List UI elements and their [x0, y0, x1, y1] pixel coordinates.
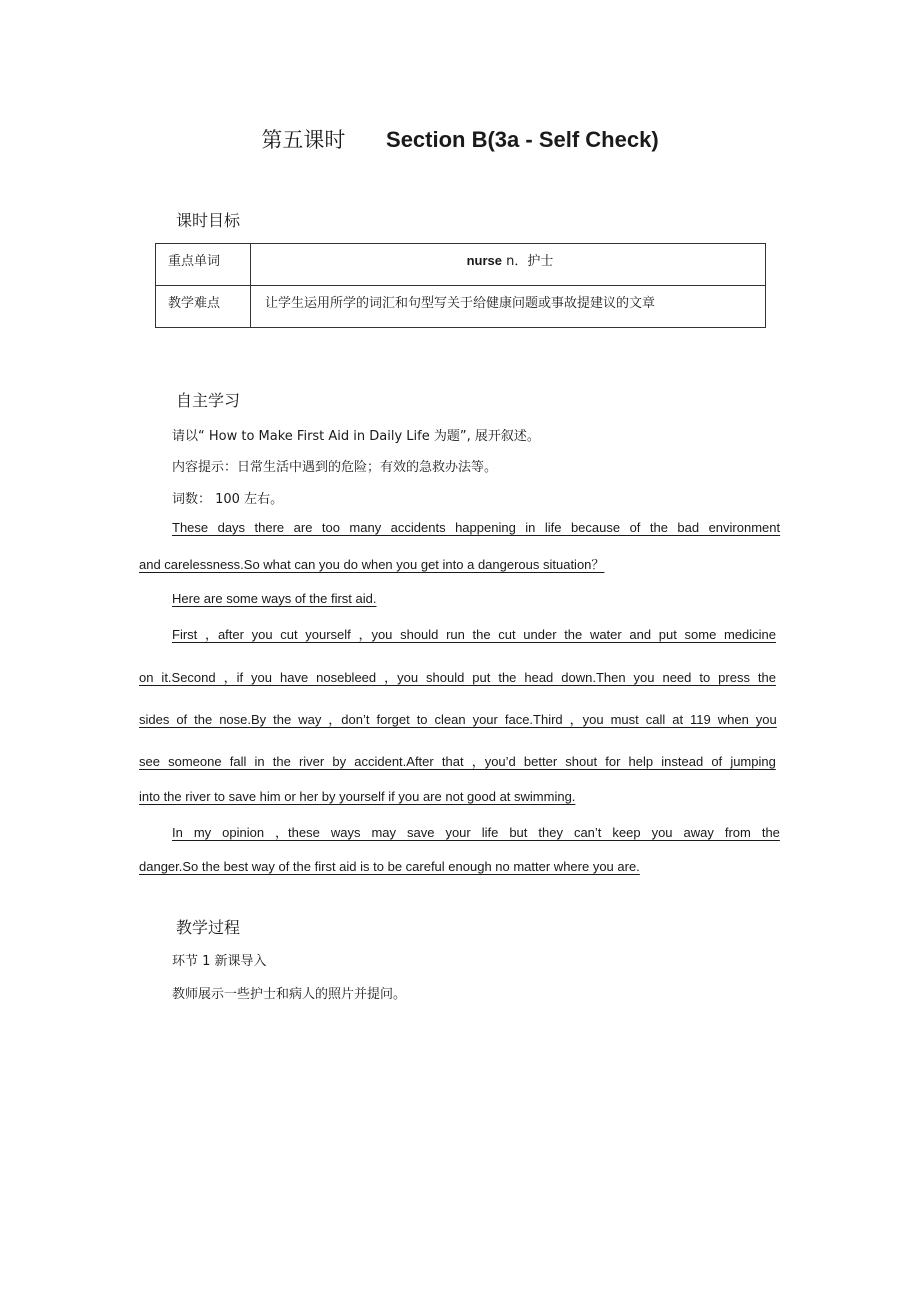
essay-line: danger.So the best way of the first aid is to be careful enough no matter where you are.	[139, 859, 640, 874]
title-chinese: 第五课时	[261, 128, 346, 152]
objectives-heading: 课时目标	[176, 211, 241, 230]
essay-line: into the river to save him or her by yourself if you are not good at swimming.	[139, 789, 576, 804]
key-word: nurse	[466, 253, 503, 268]
process-heading: 教学过程	[176, 918, 241, 937]
objectives-table	[155, 243, 766, 328]
key-words-label: 重点单词	[156, 244, 251, 286]
table-row	[156, 286, 766, 328]
essay-line: In my opinion ，these ways may save your life but they can’t keep you away from the	[172, 825, 780, 840]
difficulty-label: 教学难点	[156, 286, 251, 328]
key-words-value	[251, 244, 766, 286]
page-title	[0, 124, 920, 154]
essay-word-count: 词数： 100 左右。	[172, 492, 284, 507]
essay-prompt: 请以“ How to Make First Aid in Daily Life 为题”, 展开叙述。	[172, 429, 540, 444]
key-word-gloss: n．护士	[502, 254, 554, 269]
essay-line: These days there are too many accidents happening in life because of the bad environment	[172, 520, 781, 535]
self-study-heading: 自主学习	[176, 391, 241, 410]
essay-line: on it.Second ，if you have nosebleed ，you should put the head down.Then you need to press the	[139, 670, 776, 685]
essay-line: First ，after you cut yourself ，you should run the cut under the water and put some medicine	[172, 627, 776, 642]
essay-line: Here are some ways of the first aid.	[172, 591, 377, 606]
difficulty-value: 让学生运用所学的词汇和句型写关于给健康问题或事故提建议的文章	[251, 286, 766, 328]
essay-line: sides of the nose.By the way ，don’t forget to clean your face.Third ，you must call at 119 when you	[139, 712, 777, 727]
process-step: 环节 1 新课导入	[172, 954, 267, 969]
essay-line: and carelessness.So what can you do when you get into a dangerous situation？	[139, 557, 605, 572]
title-english: Section B(3a - Self Check)	[386, 127, 659, 152]
essay-line: see someone fall in the river by accident.After that ，you’d better shout for help instead of jumping	[139, 754, 776, 769]
process-step-text: 教师展示一些护士和病人的照片并提问。	[172, 987, 407, 1002]
essay-hint: 内容提示：日常生活中遇到的危险；有效的急救办法等。	[172, 460, 498, 475]
table-row	[156, 244, 766, 286]
